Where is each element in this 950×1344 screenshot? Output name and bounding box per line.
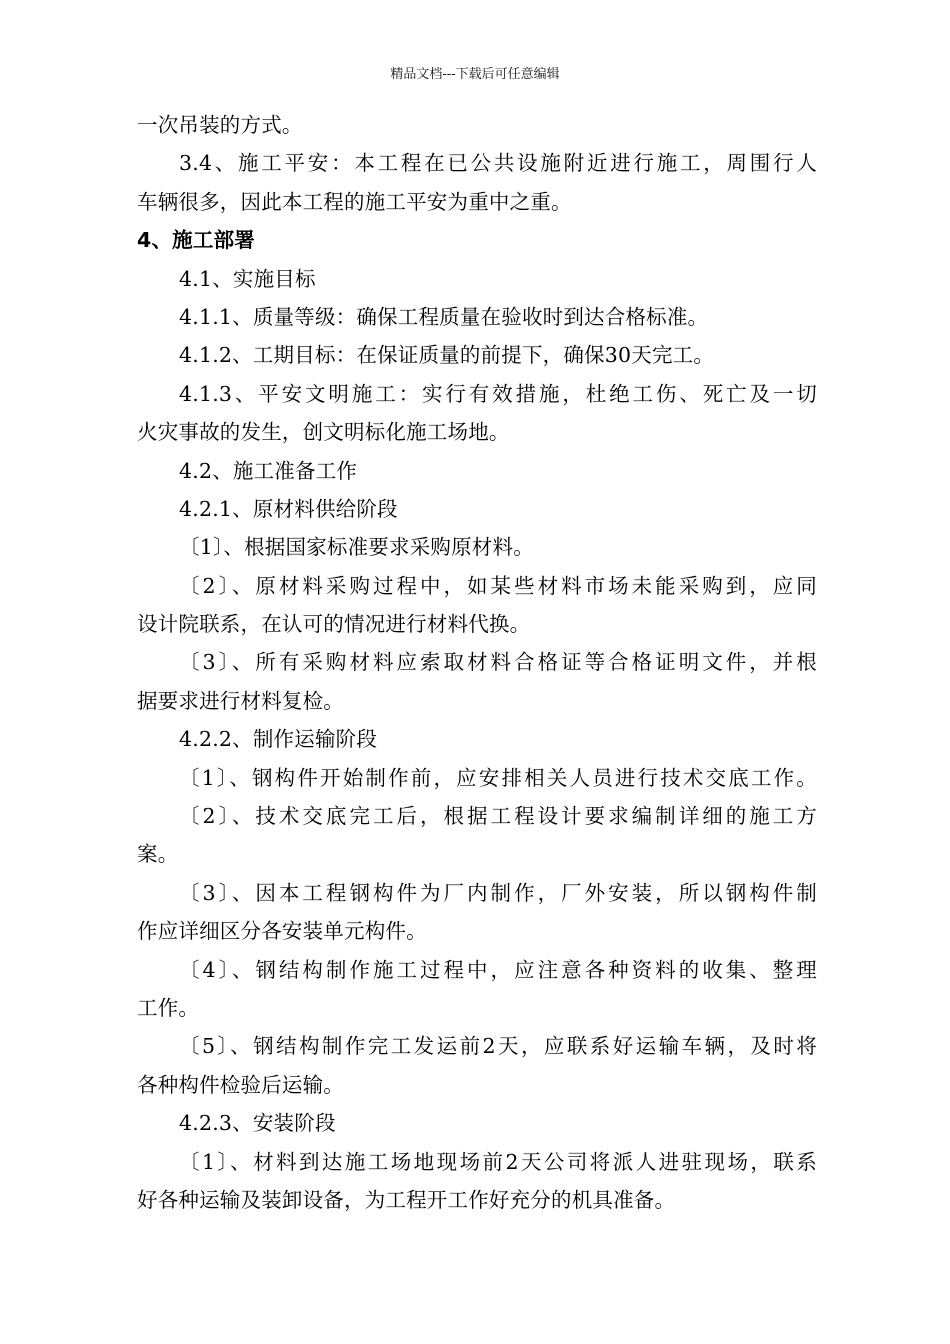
- text-line: 4.1、实施目标: [179, 266, 316, 291]
- text-line: 4.2.2、制作运输阶段: [179, 727, 378, 752]
- text-line: 各种构件检验后运输。: [137, 1072, 344, 1097]
- text-line: 〔1〕、钢构件开始制作前，应安排相关人员进行技术交底工作。: [179, 765, 817, 790]
- text-line: 4.2.3、安装阶段: [179, 1111, 336, 1136]
- text-line: 车辆很多，因此本工程的施工平安为重中之重。: [137, 189, 572, 214]
- text-line: 一次吊装的方式。: [137, 113, 303, 137]
- text-line: 火灾事故的发生，创文明标化施工场地。: [137, 420, 510, 445]
- text-line: 案。: [137, 842, 179, 867]
- text-line: 据要求进行材料复检。: [137, 688, 344, 713]
- text-line: 4.2、施工准备工作: [179, 458, 358, 483]
- text-line: 〔1〕、根据国家标准要求采购原材料。: [179, 535, 534, 560]
- text-line: 设计院联系，在认可的情况进行材料代换。: [137, 612, 531, 637]
- text-line: 好各种运输及装卸设备，为工程开工作好充分的机具准备。: [137, 1187, 676, 1212]
- text-line: 4.1.1、质量等级：确保工程质量在验收时到达合格标准。: [179, 304, 709, 329]
- text-line: 〔3〕、因本工程钢构件为厂内制作，厂外安装，所以钢构件制: [179, 880, 817, 905]
- document-body: [137, 106, 817, 1219]
- text-line: 工作。: [137, 995, 200, 1020]
- text-line: 〔3〕、所有采购材料应索取材料合格证等合格证明文件，并根: [179, 650, 817, 675]
- text-line: 〔2〕、技术交底完工后，根据工程设计要求编制详细的施工方: [179, 804, 817, 829]
- page-header: 精品文档---下载后可任意编辑: [390, 67, 560, 82]
- text-line: 〔4〕、钢结构制作施工过程中，应注意各种资料的收集、整理: [179, 957, 817, 982]
- text-line: 〔2〕、原材料采购过程中，如某些材料市场未能采购到，应同: [179, 573, 817, 598]
- text-line: 3.4、施工平安：本工程在已公共设施附近进行施工，周围行人: [179, 151, 817, 176]
- section-heading: 4、施工部署: [137, 228, 255, 253]
- text-line: 〔5〕、钢结构制作完工发运前2天，应联系好运输车辆，及时将: [179, 1034, 817, 1059]
- text-line: 〔1〕、材料到达施工场地现场前2天公司将派人进驻现场，联系: [179, 1149, 817, 1174]
- text-line: 4.1.3、平安文明施工：实行有效措施，杜绝工伤、死亡及一切: [179, 381, 817, 406]
- text-line: 4.2.1、原材料供给阶段: [179, 496, 398, 521]
- text-line: 作应详细区分各安装单元构件。: [137, 919, 427, 944]
- text-line: 4.1.2、工期目标：在保证质量的前提下，确保30天完工。: [179, 343, 715, 368]
